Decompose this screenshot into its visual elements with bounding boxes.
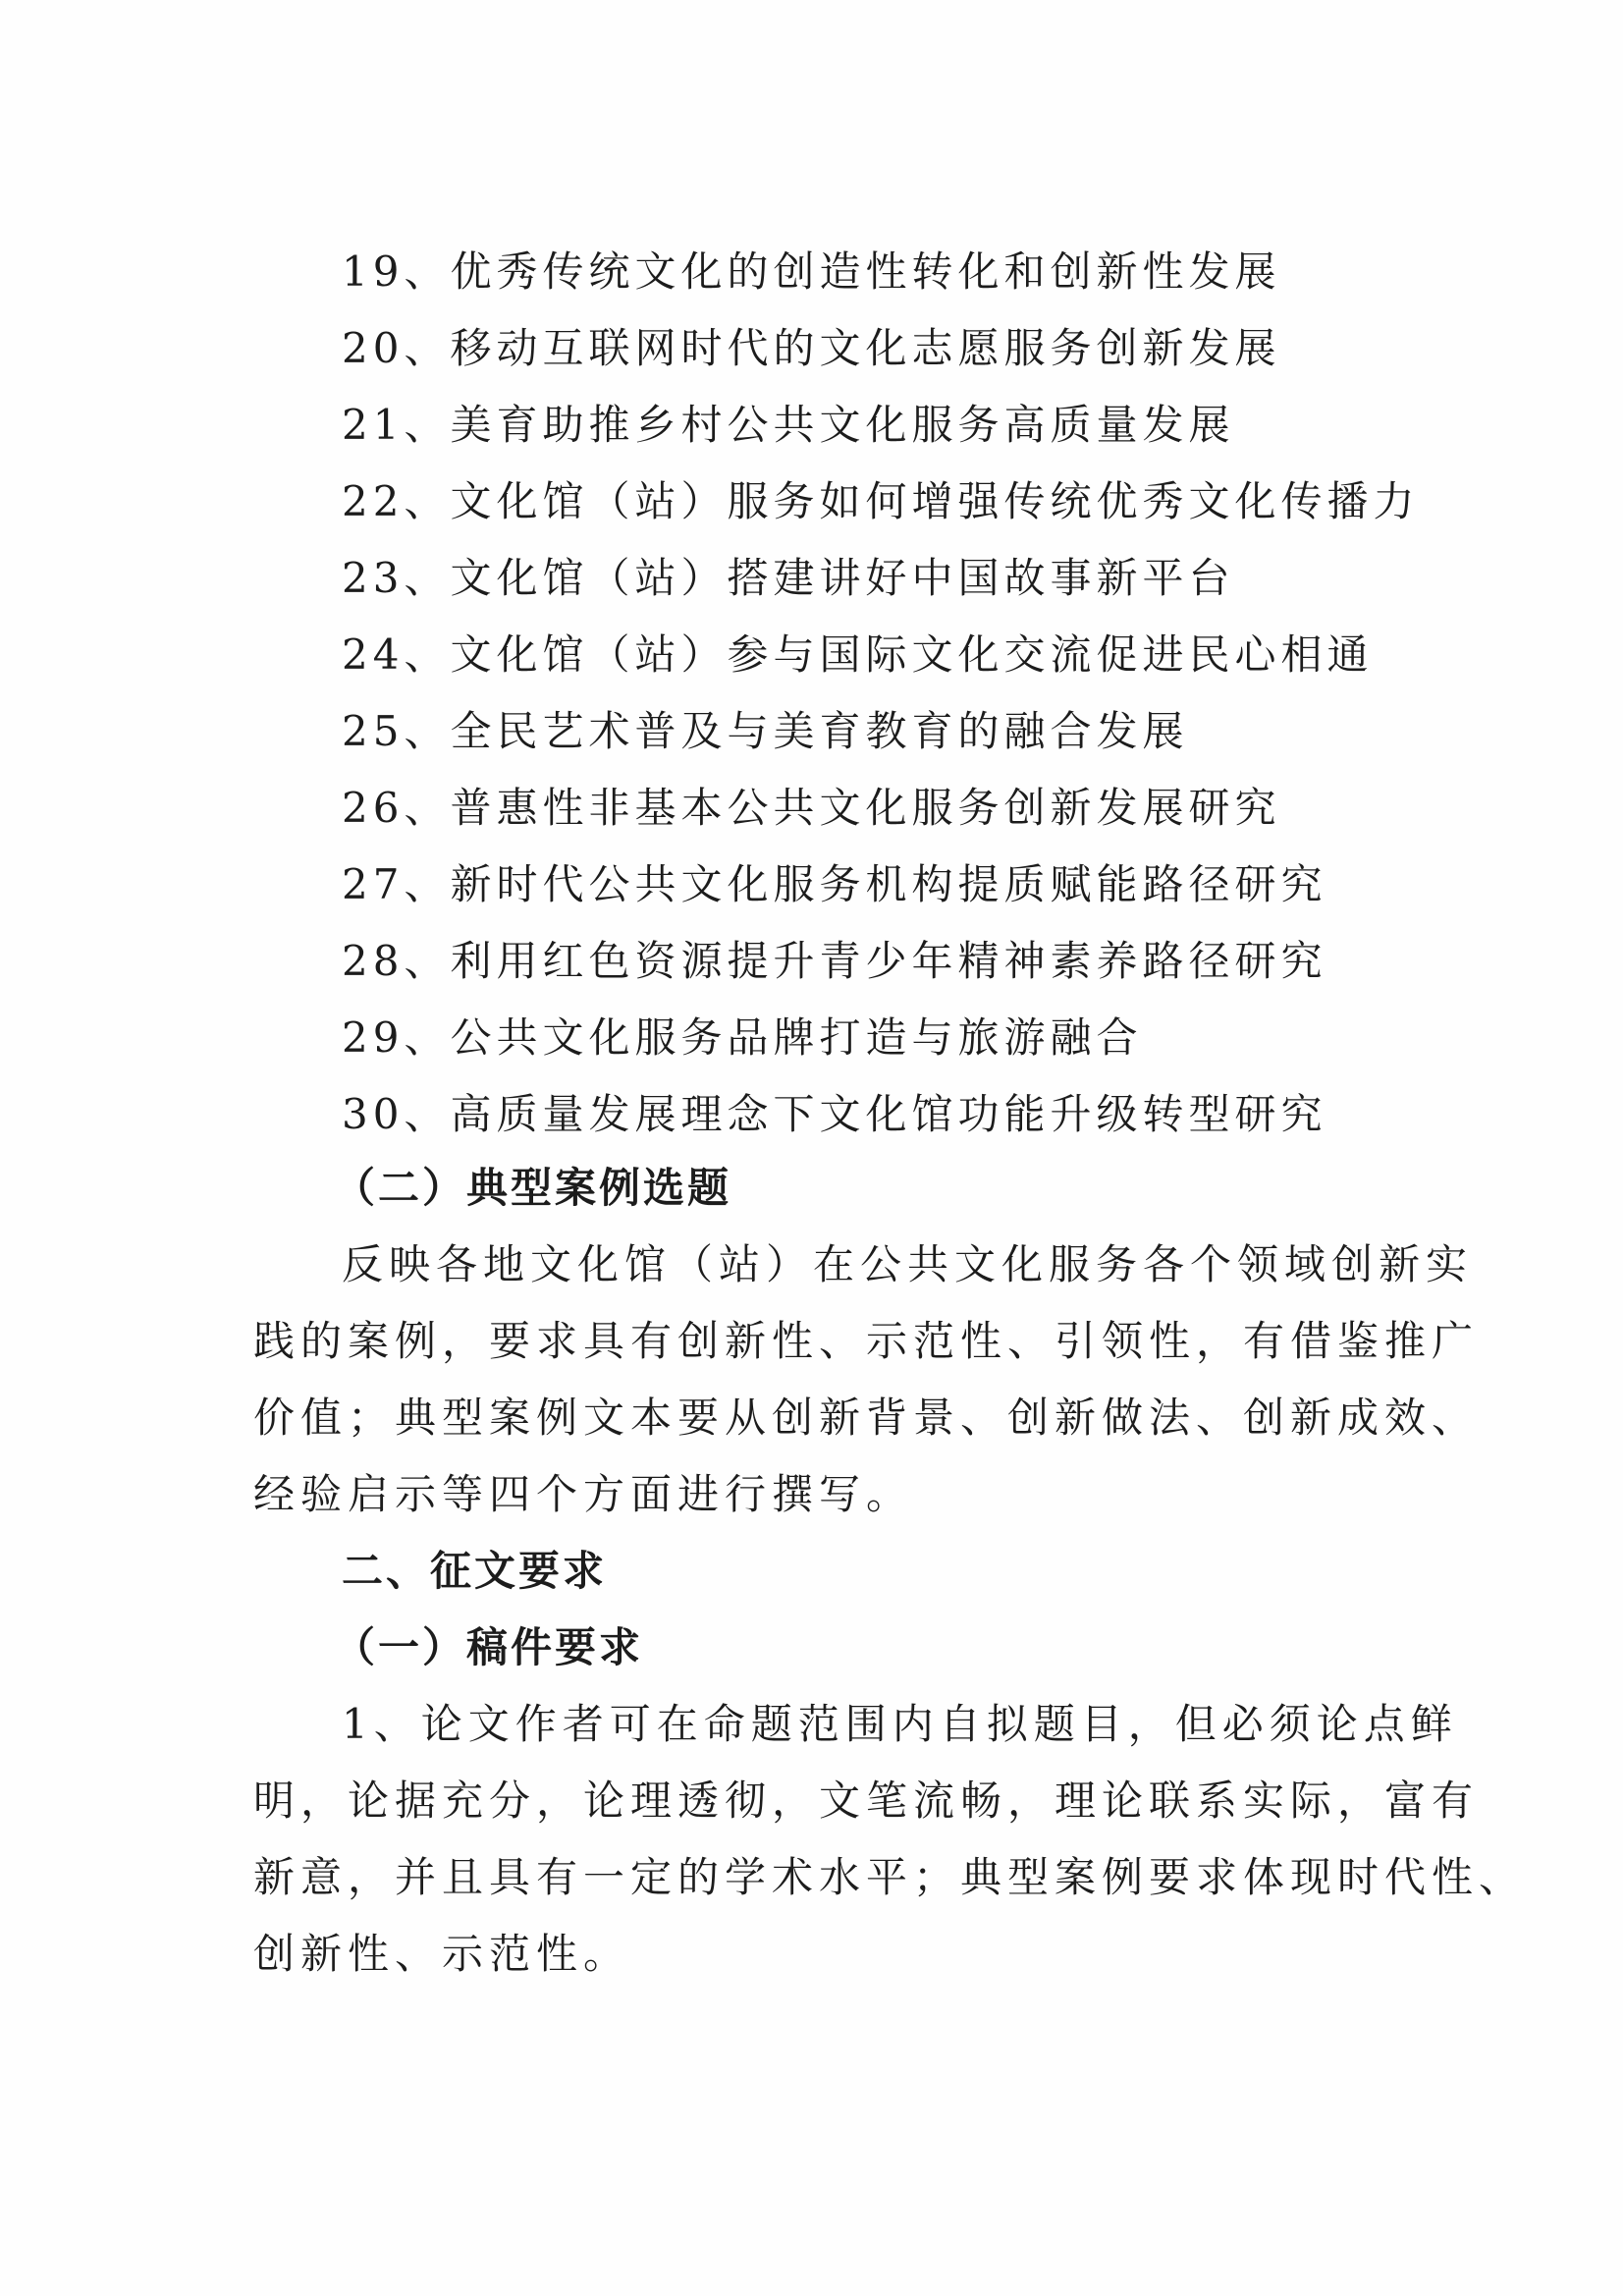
- list-item-29: 29、公共文化服务品牌打造与旅游融合: [342, 1013, 1143, 1062]
- list-item-27: 27、新时代公共文化服务机构提质赋能路径研究: [342, 860, 1327, 908]
- list-item-24: 24、文化馆（站）参与国际文化交流促进民心相通: [342, 630, 1374, 679]
- paragraph-line: 明，论据充分，论理透彻，文笔流畅，理论联系实际，富有: [253, 1777, 1480, 1825]
- section-heading-requirements: 二、征文要求: [342, 1547, 608, 1595]
- paragraph-line: 新意，并且具有一定的学术水平；典型案例要求体现时代性、: [253, 1853, 1527, 1901]
- paragraph-line: 价值；典型案例文本要从创新背景、创新做法、创新成效、: [253, 1394, 1480, 1442]
- list-item-26: 26、普惠性非基本公共文化服务创新发展研究: [342, 784, 1281, 832]
- paragraph-line: 创新性、示范性。: [253, 1930, 631, 1978]
- list-item-19: 19、优秀传统文化的创造性转化和创新性发展: [342, 247, 1281, 296]
- list-item-20: 20、移动互联网时代的文化志愿服务创新发展: [342, 324, 1281, 372]
- list-item-21: 21、美育助推乡村公共文化服务高质量发展: [342, 401, 1235, 449]
- list-item-30: 30、高质量发展理念下文化馆功能升级转型研究: [342, 1090, 1327, 1138]
- paragraph-line: 经验启示等四个方面进行撰写。: [253, 1470, 914, 1518]
- subsection-heading-manuscript: （一）稿件要求: [334, 1623, 644, 1671]
- list-item-22: 22、文化馆（站）服务如何增强传统优秀文化传播力: [342, 477, 1420, 525]
- section-heading-typical-cases: （二）典型案例选题: [334, 1164, 732, 1212]
- paragraph-line: 反映各地文化馆（站）在公共文化服务各个领域创新实: [342, 1240, 1474, 1288]
- list-item-25: 25、全民艺术普及与美育教育的融合发展: [342, 707, 1189, 755]
- list-item-28: 28、利用红色资源提升青少年精神素养路径研究: [342, 937, 1327, 985]
- paragraph-line: 践的案例，要求具有创新性、示范性、引领性，有借鉴推广: [253, 1317, 1480, 1365]
- paragraph-line: 1、论文作者可在命题范围内自拟题目，但必须论点鲜: [342, 1700, 1458, 1748]
- list-item-23: 23、文化馆（站）搭建讲好中国故事新平台: [342, 554, 1235, 602]
